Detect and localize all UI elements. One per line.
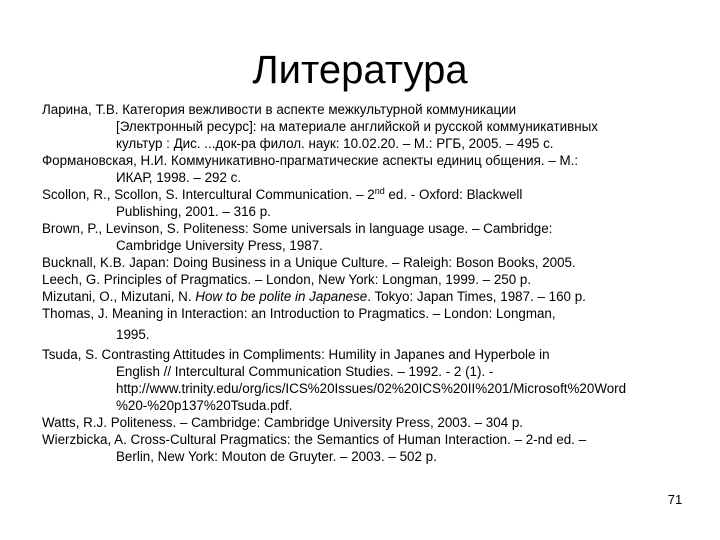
reference-line: English // Intercultural Communication Studies. – 1992. - 2 (1). -	[116, 364, 494, 379]
reference-line: 1995.	[116, 327, 150, 342]
reference-leech	[42, 271, 692, 288]
reference-book-title: How to be polite in Japanese	[195, 289, 368, 304]
ordinal-suffix: nd	[374, 186, 385, 196]
bibliography-list	[42, 101, 692, 465]
reference-line: [Электронный ресурс]: на материале английской и русской коммуникативных	[116, 119, 598, 134]
reference-line: культур : Дис. ...док-ра филол. наук: 10.02.20. – М.: РГБ, 2005. – 495 с.	[116, 136, 554, 151]
reference-line: Watts, R.J. Politeness. – Cambridge: Cambridge University Press, 2003. – 304 p.	[42, 415, 524, 430]
reference-mizutani	[42, 288, 692, 305]
reference-line: Ларина, Т.В. Категория вежливости в аспекте межкультурной коммуникации	[42, 102, 517, 117]
reference-text: Scollon, R., Scollon, S. Intercultural Communication. – 2	[42, 187, 375, 202]
reference-line: ИКАР, 1998. – 292 с.	[116, 170, 242, 185]
reference-text: ed. - Oxford: Blackwell	[384, 187, 523, 202]
reference-wierzbicka	[42, 431, 692, 465]
reference-bucknall	[42, 254, 692, 271]
reference-text: Mizutani, O., Mizutani, N.	[42, 289, 196, 304]
reference-thomas	[42, 305, 692, 343]
reference-line: Wierzbicka, A. Cross-Cultural Pragmatics: the Semantics of Human Interaction. – 2-nd ed. –	[42, 432, 587, 447]
reference-line	[42, 288, 692, 305]
reference-line: Publishing, 2001. – 316 p.	[116, 204, 271, 219]
reference-tsuda	[42, 346, 692, 414]
reference-brown	[42, 220, 692, 254]
reference-text: . Tokyo: Japan Times, 1987. – 160 p.	[367, 289, 586, 304]
reference-line: Leech, G. Principles of Pragmatics. – London, New York: Longman, 1999. – 250 p.	[42, 272, 532, 287]
reference-watts	[42, 414, 692, 431]
reference-url: %20-%20p137%20Tsuda.pdf.	[116, 398, 293, 413]
page-number: 71	[667, 492, 683, 507]
reference-line: Brown, P., Levinson, S. Politeness: Some universals in language usage. – Cambridge:	[42, 221, 553, 236]
reference-url: http://www.trinity.edu/org/ics/ICS%20Issues/02%20ICS%20II%201/Microsoft%20Word	[116, 381, 627, 396]
reference-line: Формановская, Н.И. Коммуникативно-прагматические аспекты единиц общения. – М.:	[42, 153, 579, 168]
reference-formanovskaya	[42, 152, 692, 186]
slide-title: Литература	[252, 48, 468, 92]
reference-line: Berlin, New York: Mouton de Gruyter. – 2003. – 502 p.	[116, 449, 437, 464]
reference-larina	[42, 101, 692, 152]
reference-scollon	[42, 186, 692, 220]
reference-line: Bucknall, K.B. Japan: Doing Business in a Unique Culture. – Raleigh: Boson Books, 2005.	[42, 255, 576, 270]
reference-line: Cambridge University Press, 1987.	[116, 238, 323, 253]
reference-line: Thomas, J. Meaning in Interaction: an Introduction to Pragmatics. – London: Longman,	[42, 306, 556, 321]
reference-line	[42, 186, 692, 203]
reference-line: Tsuda, S. Contrasting Attitudes in Compliments: Humility in Japanes and Hyperbole in	[42, 347, 550, 362]
